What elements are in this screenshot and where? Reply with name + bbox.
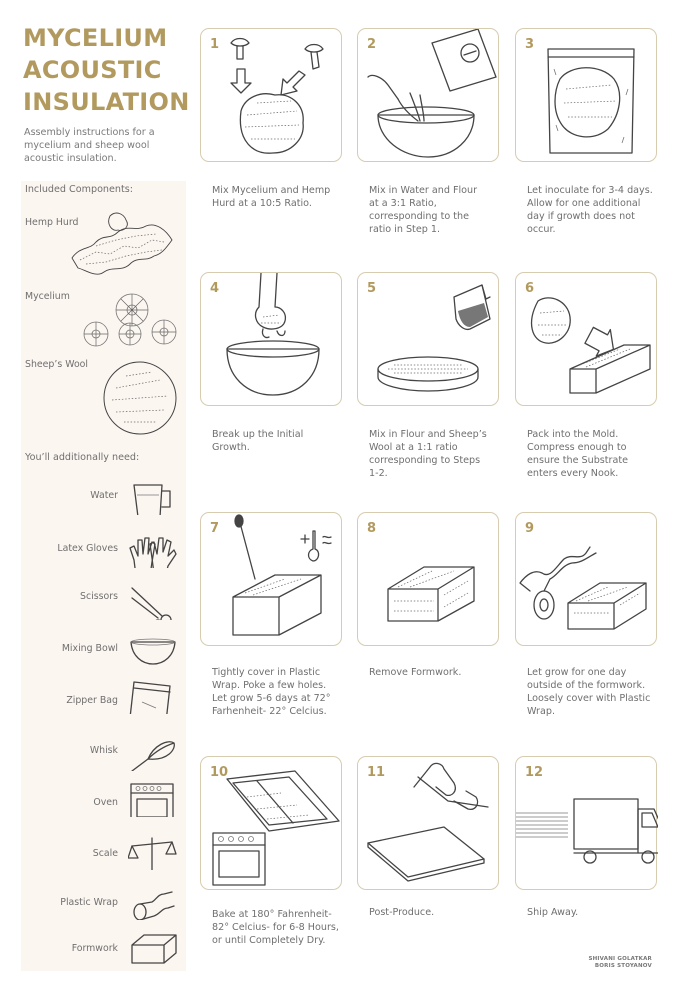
included-components-heading: Included Components: (25, 184, 133, 195)
step-9-panel (515, 512, 657, 646)
oven-icon (128, 781, 178, 817)
step-1-panel (200, 28, 342, 162)
grow-outside-formwork-illustration (516, 513, 658, 647)
step-6-number: 6 (525, 281, 535, 296)
step-11-panel (357, 756, 499, 890)
step-10-panel (200, 756, 342, 890)
step-7-description: Tightly cover in Plastic Wrap. Poke a few holes. Let grow 5-6 days at 72° Farhenheit- 22° Celcius. (212, 667, 331, 717)
poster-title (23, 22, 193, 118)
step-10-number: 10 (210, 765, 229, 780)
water-jug-icon (128, 479, 178, 515)
step-6-description: Pack into the Mold. Compress enough to ensure the Substrate enters every Nook. (527, 429, 629, 479)
step-7-panel (200, 512, 342, 646)
mix-mycelium-hemp-illustration (201, 29, 343, 163)
need-label-water: Water (90, 490, 118, 501)
step-9-description: Let grow for one day outside of the formwork. Loosely cover with Plastic Wrap. (527, 667, 651, 717)
hemp-hurd-icon (66, 206, 178, 286)
step-5-panel (357, 272, 499, 406)
scale-icon (128, 834, 178, 870)
step-2-number: 2 (367, 37, 377, 52)
need-label-scissors: Scissors (80, 591, 118, 602)
step-11-number: 11 (367, 765, 386, 780)
need-label-latex-gloves: Latex Gloves (57, 543, 118, 554)
step-5-number: 5 (367, 281, 377, 296)
need-label-whisk: Whisk (89, 745, 118, 756)
formwork-icon (128, 929, 178, 965)
step-7-number: 7 (210, 521, 220, 536)
step-8-description: Remove Formwork. (369, 667, 462, 678)
mix-water-flour-illustration (358, 29, 500, 163)
title-line-2: ACOUSTIC (23, 56, 162, 84)
whisk-icon (128, 735, 178, 771)
step-11-description: Post-Produce. (369, 907, 435, 918)
step-12-description: Ship Away. (527, 907, 579, 918)
component-label-hemp-hurd: Hemp Hurd (25, 217, 79, 228)
credit-name-1: SHIVANI GOLATKAR (588, 956, 652, 962)
mix-flour-wool-illustration (358, 273, 500, 407)
need-label-plastic-wrap: Plastic Wrap (60, 897, 118, 908)
step-5-description: Mix in Flour and Sheep’s Wool at a 1:1 ratio corresponding to Steps 1-2. (369, 429, 487, 479)
component-label-mycelium: Mycelium (25, 291, 70, 302)
remove-formwork-illustration (358, 513, 500, 647)
author-credits (560, 956, 652, 970)
bake-until-dry-illustration (201, 757, 343, 891)
need-label-zipper-bag: Zipper Bag (66, 695, 118, 706)
mixing-bowl-icon (128, 636, 178, 672)
component-label-sheeps-wool: Sheep’s Wool (25, 359, 89, 370)
need-label-oven: Oven (93, 797, 118, 808)
step-3-number: 3 (525, 37, 535, 52)
zipper-bag-icon (128, 678, 178, 714)
step-2-panel (357, 28, 499, 162)
step-2-description: Mix in Water and Flour at a 3:1 Ratio, corresponding to the ratio in Step 1. (369, 185, 478, 235)
plastic-wrap-icon (128, 884, 178, 920)
additional-items-heading: You’ll additionally need: (25, 452, 140, 463)
step-1-description: Mix Mycelium and Hemp Hurd at a 10:5 Ratio. (212, 185, 331, 209)
post-produce-illustration (358, 757, 500, 891)
step-12-number: 12 (525, 765, 544, 780)
step-1-number: 1 (210, 37, 220, 52)
step-6-panel (515, 272, 657, 406)
step-3-panel (515, 28, 657, 162)
break-up-growth-illustration (201, 273, 343, 407)
step-8-panel (357, 512, 499, 646)
sheeps-wool-icon (100, 358, 180, 438)
poster-subtitle: Assembly instructions for a mycelium and sheep wool acoustic insulation. (24, 127, 155, 164)
step-12-panel (515, 756, 657, 890)
need-label-scale: Scale (92, 848, 118, 859)
inoculate-bag-illustration (516, 29, 658, 163)
title-line-1: MYCELIUM (23, 24, 168, 52)
step-4-description: Break up the Initial Growth. (212, 429, 304, 453)
step-3-description: Let inoculate for 3-4 days. Allow for one additional day if growth does not occur. (527, 185, 653, 235)
mycelium-icon (76, 290, 180, 352)
step-10-description: Bake at 180° Fahrenheit- 82° Celcius- for 6-8 Hours, or until Completely Dry. (212, 909, 339, 946)
cover-and-grow-illustration (201, 513, 343, 647)
step-4-panel (200, 272, 342, 406)
scissors-icon (128, 584, 178, 620)
need-label-formwork: Formwork (71, 943, 118, 954)
ship-away-truck-illustration (516, 757, 658, 891)
pack-into-mold-illustration (516, 273, 658, 407)
credit-name-2: BORIS STOYANOV (594, 963, 652, 969)
step-4-number: 4 (210, 281, 220, 296)
title-line-3: INSULATION (23, 88, 190, 116)
step-9-number: 9 (525, 521, 535, 536)
step-8-number: 8 (367, 521, 377, 536)
need-label-mixing-bowl: Mixing Bowl (61, 643, 118, 654)
latex-gloves-icon (128, 532, 178, 568)
